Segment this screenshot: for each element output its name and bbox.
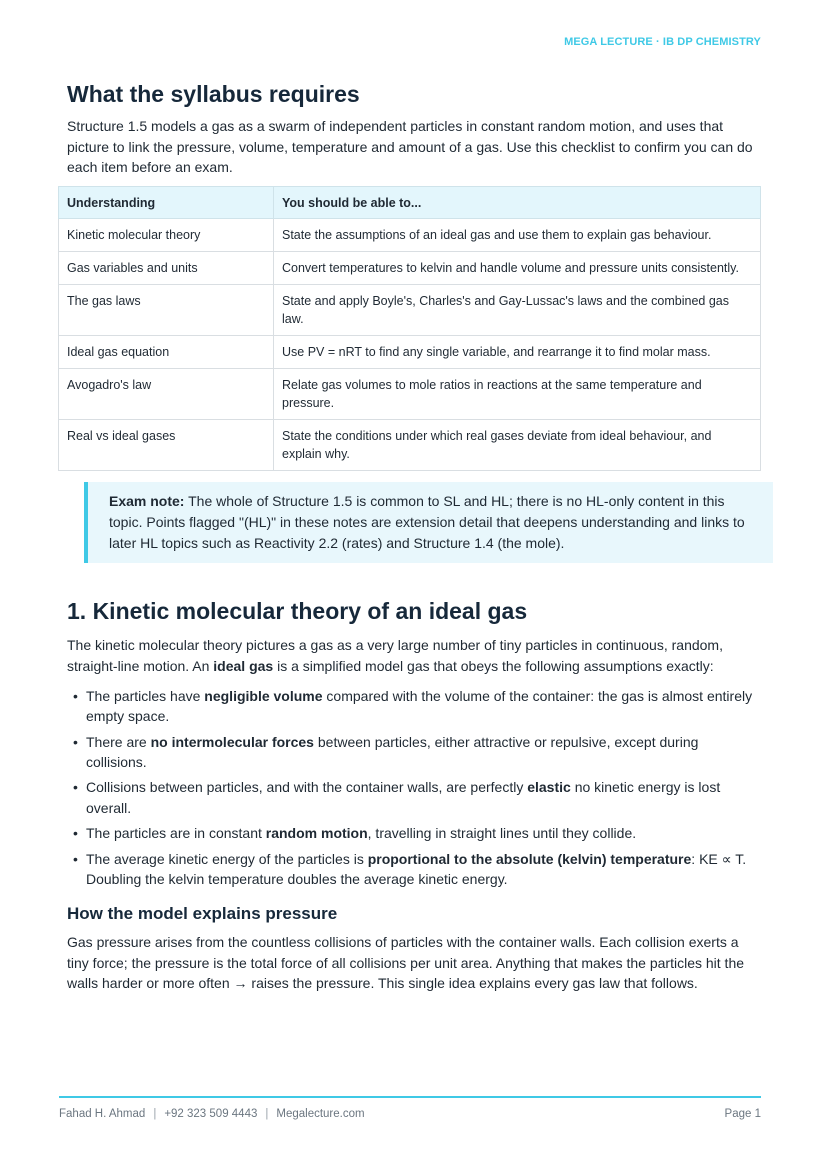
table-cell-able-to: Convert temperatures to kelvin and handle volume and pressure units consistently.	[274, 252, 761, 285]
list-item-term: no intermolecular forces	[150, 733, 314, 750]
table-row	[59, 252, 761, 285]
table-cell-understanding: Ideal gas equation	[59, 336, 274, 369]
table-row	[59, 219, 761, 252]
bullet-icon: •	[73, 825, 78, 842]
table-cell-able-to: State the assumptions of an ideal gas and use them to explain gas behaviour.	[274, 219, 761, 252]
page-content	[67, 78, 757, 994]
syllabus-table	[58, 186, 761, 471]
table-cell-able-to: Use PV = nRT to find any single variable, and rearrange it to find molar mass.	[274, 336, 761, 369]
table-cell-understanding: Kinetic molecular theory	[59, 219, 274, 252]
pressure-text: Gas pressure arises from the countless collisions of particles with the container walls. Each collision exerts a tiny force; the pressure is the total force of all collisions per unit area. Anything that makes the particles hit the walls harder or more often → raises the pressure. This single idea explains every gas law that follows.	[67, 933, 745, 992]
exam-note-text: The whole of Structure 1.5 is common to SL and HL; there is no HL-only content in this topic. Points flagged "(HL)" in these notes are extension detail that deepens understanding and links to later HL topics such as Reactivity 2.2 (rates) and Structure 1.4 (the mole).	[109, 493, 745, 551]
list-item-text: The particles have	[86, 687, 205, 704]
list-item	[67, 777, 757, 818]
list-item-term: random motion	[265, 825, 368, 842]
header-brand: MEGA LECTURE · IB DP CHEMISTRY	[564, 36, 761, 48]
list-item-text: : KE ∝ T. Doubling the kelvin temperature doubles the average kinetic energy.	[86, 850, 747, 888]
footer-separator: |	[153, 1108, 157, 1120]
list-item-text: Collisions between particles, and with the container walls, are perfectly	[86, 779, 528, 796]
footer	[59, 1108, 761, 1120]
table-cell-able-to: State and apply Boyle's, Charles's and Gay-Lussac's laws and the combined gas law.	[274, 285, 761, 336]
list-item-text: , travelling in straight lines until they collide.	[367, 825, 637, 842]
list-item	[67, 823, 757, 844]
list-item	[67, 732, 757, 773]
footer-phone: +92 323 509 4443	[164, 1108, 258, 1120]
footer-author: Fahad H. Ahmad	[59, 1108, 146, 1120]
table-cell-able-to: State the conditions under which real gases deviate from ideal behaviour, and explain why.	[274, 420, 761, 471]
section-title: 1. Kinetic molecular theory of an ideal gas	[67, 598, 528, 625]
list-item	[67, 849, 757, 890]
section-intro-text: is a simplified model gas that obeys the following assumptions exactly:	[273, 657, 714, 674]
page-number: Page 1	[724, 1108, 761, 1120]
section-intro	[67, 635, 757, 676]
table-row	[59, 420, 761, 471]
table-row	[59, 285, 761, 336]
table-header-row	[59, 187, 761, 219]
footer-divider	[59, 1096, 761, 1098]
section-intro-term: ideal gas	[213, 657, 274, 674]
table-header-able-to: You should be able to...	[274, 187, 761, 219]
list-item-text: compared with the volume of the container: the gas is almost entirely empty space.	[86, 687, 753, 725]
exam-note-label: Exam note:	[109, 493, 185, 510]
assumptions-list	[67, 686, 757, 890]
bullet-icon: •	[73, 687, 78, 704]
list-item-text: The particles are in constant	[86, 825, 266, 842]
bullet-icon: •	[73, 779, 78, 796]
syllabus-title: What the syllabus requires	[67, 81, 360, 107]
table-cell-understanding: Real vs ideal gases	[59, 420, 274, 471]
section-intro-text: The kinetic molecular theory pictures a gas as a very large number of tiny particles in continuous, random, straight-line motion. An	[67, 637, 723, 674]
list-item-text: between particles, either attractive or repulsive, except during collisions.	[86, 733, 699, 771]
syllabus-intro: Structure 1.5 models a gas as a swarm of independent particles in constant random motion, and uses that picture to link the pressure, volume, temperature and amount of a gas. Use this checklist to confirm you can do each item before an exam.	[67, 118, 753, 176]
table-cell-understanding: Gas variables and units	[59, 252, 274, 285]
bullet-icon: •	[73, 733, 78, 750]
table-header-understanding: Understanding	[59, 187, 274, 219]
table-cell-understanding: The gas laws	[59, 285, 274, 336]
table-row	[59, 369, 761, 420]
table-cell-understanding: Avogadro's law	[59, 369, 274, 420]
subsection-title: How the model explains pressure	[67, 903, 338, 923]
bullet-icon: •	[73, 850, 78, 867]
table-cell-able-to: Relate gas volumes to mole ratios in reactions at the same temperature and pressure.	[274, 369, 761, 420]
list-item-text: The average kinetic energy of the particles is	[86, 850, 368, 867]
list-item-term: negligible volume	[204, 687, 323, 704]
list-item-text: There are	[86, 733, 151, 750]
list-item	[67, 686, 757, 727]
footer-site-link[interactable]: Megalecture.com	[276, 1108, 365, 1120]
footer-separator: |	[265, 1108, 269, 1120]
list-item-term: elastic	[527, 779, 571, 796]
list-item-term: proportional to the absolute (kelvin) temperature	[367, 850, 692, 867]
list-item-text: no kinetic energy is lost overall.	[86, 779, 721, 817]
exam-note	[84, 482, 773, 563]
table-row	[59, 336, 761, 369]
